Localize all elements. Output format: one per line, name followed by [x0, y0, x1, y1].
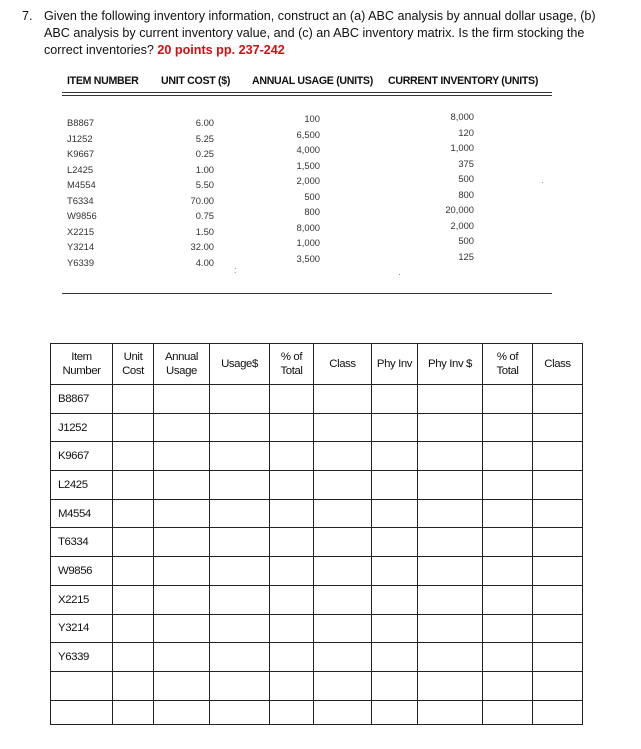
answer-cell[interactable]	[113, 700, 154, 724]
inv-usage: 2,000	[296, 175, 320, 186]
col-class-2	[533, 344, 583, 385]
answer-cell[interactable]	[113, 614, 154, 643]
inv-cost: 32.00	[190, 241, 214, 252]
inv-current: 2,000	[450, 219, 474, 231]
answer-cell[interactable]	[533, 671, 583, 700]
inv-current: 800	[458, 188, 474, 200]
answer-cell[interactable]	[314, 585, 372, 614]
header-item-number: ITEM NUMBER	[67, 75, 139, 87]
worksheet-body	[51, 385, 583, 725]
answer-cell[interactable]	[154, 671, 210, 700]
answer-cell[interactable]	[51, 700, 113, 724]
question-number: 7.	[22, 9, 33, 23]
worksheet-blank-row	[51, 671, 583, 700]
inv-item: Y6339	[67, 256, 95, 268]
answer-cell[interactable]	[270, 442, 314, 471]
scan-speck: :	[234, 265, 237, 275]
question-points: 20 points pp. 237-242	[157, 43, 285, 57]
item-number-cell: J1252	[51, 413, 113, 442]
answer-cell[interactable]	[154, 442, 210, 471]
answer-cell[interactable]	[533, 499, 583, 528]
answer-cell[interactable]	[533, 700, 583, 724]
answer-cell[interactable]	[533, 643, 583, 672]
inv-item: J1252	[67, 132, 93, 144]
inv-item: Y3214	[67, 241, 95, 252]
answer-cell[interactable]	[418, 413, 483, 442]
col-phy-inv-dollars	[418, 344, 483, 385]
answer-cell[interactable]	[372, 643, 418, 672]
question-text	[44, 8, 622, 59]
header-line: Usage$	[221, 358, 258, 370]
inv-usage: 100	[304, 113, 320, 124]
col-usage-dollars	[210, 344, 270, 385]
answer-cell[interactable]	[372, 385, 418, 414]
inv-usage: 1,000	[296, 237, 320, 248]
answer-cell[interactable]	[533, 585, 583, 614]
header-annual-usage: ANNUAL USAGE (UNITS)	[252, 75, 373, 87]
col-unit-cost	[113, 344, 154, 385]
worksheet-row	[51, 557, 583, 586]
answer-cell[interactable]	[210, 557, 270, 586]
col-pct-total-2	[483, 344, 533, 385]
answer-cell[interactable]	[314, 528, 372, 557]
header-line: Unit	[123, 351, 143, 363]
answer-cell[interactable]	[418, 671, 483, 700]
inv-current: 1,000	[450, 142, 474, 153]
answer-cell[interactable]	[372, 442, 418, 471]
answer-cell[interactable]	[210, 700, 270, 724]
col-pct-total	[270, 344, 314, 385]
item-number-cell: Y6339	[51, 643, 113, 672]
answer-cell[interactable]	[483, 614, 533, 643]
col-class	[314, 344, 372, 385]
answer-cell[interactable]	[418, 700, 483, 724]
header-current-inventory: CURRENT INVENTORY (UNITS)	[388, 75, 539, 87]
answer-cell[interactable]	[533, 471, 583, 500]
inv-cost: 6.00	[195, 117, 214, 128]
answer-cell[interactable]	[372, 413, 418, 442]
answer-cell[interactable]	[154, 557, 210, 586]
answer-cell[interactable]	[314, 499, 372, 528]
answer-cell[interactable]	[210, 442, 270, 471]
answer-cell[interactable]	[533, 614, 583, 643]
item-number-cell: B8867	[51, 385, 113, 414]
answer-cell[interactable]	[113, 671, 154, 700]
answer-cell[interactable]	[483, 585, 533, 614]
answer-cell[interactable]	[483, 413, 533, 442]
worksheet-row	[51, 499, 583, 528]
answer-cell[interactable]	[533, 528, 583, 557]
inv-current: 120	[458, 126, 474, 138]
item-number-cell: L2425	[51, 471, 113, 500]
worksheet-row	[51, 643, 583, 672]
answer-cell[interactable]	[113, 557, 154, 586]
answer-cell[interactable]	[314, 471, 372, 500]
answer-cell[interactable]	[314, 643, 372, 672]
answer-cell[interactable]	[372, 585, 418, 614]
answer-cell[interactable]	[372, 499, 418, 528]
worksheet-row	[51, 528, 583, 557]
worksheet-row	[51, 413, 583, 442]
answer-cell[interactable]	[483, 499, 533, 528]
answer-cell[interactable]	[113, 413, 154, 442]
answer-cell[interactable]	[533, 413, 583, 442]
inv-item: X2215	[67, 225, 95, 237]
inv-usage: 6,500	[296, 128, 320, 140]
worksheet-row	[51, 385, 583, 414]
header-line: Item	[71, 351, 92, 363]
inv-cost: 0.75	[195, 210, 214, 221]
inv-usage: 3,500	[296, 252, 320, 264]
header-line: Annual	[164, 351, 199, 363]
item-number-cell: K9667	[51, 442, 113, 471]
inv-current: 20,000	[445, 204, 474, 215]
answer-cell[interactable]	[210, 471, 270, 500]
answer-cell[interactable]	[483, 643, 533, 672]
annual-usage-column	[280, 111, 320, 266]
answer-cell[interactable]	[314, 385, 372, 414]
answer-cell[interactable]	[270, 499, 314, 528]
answer-cell[interactable]	[154, 585, 210, 614]
answer-cell[interactable]	[314, 700, 372, 724]
answer-cell[interactable]	[113, 385, 154, 414]
header-line: Class	[544, 358, 571, 370]
answer-cell[interactable]	[154, 700, 210, 724]
inv-usage: 800	[304, 206, 320, 217]
worksheet-header-row	[51, 344, 583, 385]
header-line: Total	[496, 365, 519, 377]
worksheet-row	[51, 442, 583, 471]
answer-cell[interactable]	[483, 671, 533, 700]
answer-cell[interactable]	[483, 700, 533, 724]
inv-item: B8867	[67, 117, 95, 128]
inv-usage: 8,000	[296, 221, 320, 233]
answer-cell[interactable]	[270, 385, 314, 414]
answer-cell[interactable]	[51, 671, 113, 700]
header-line: Phy Inv $	[428, 358, 472, 370]
answer-cell[interactable]	[270, 700, 314, 724]
answer-cell[interactable]	[113, 442, 154, 471]
answer-cell[interactable]	[483, 442, 533, 471]
answer-cell[interactable]	[314, 614, 372, 643]
answer-cell[interactable]	[210, 643, 270, 672]
answer-cell[interactable]	[533, 385, 583, 414]
answer-cell[interactable]	[372, 671, 418, 700]
answer-cell[interactable]	[113, 499, 154, 528]
inv-cost: 1.00	[195, 163, 214, 175]
worksheet-total-row	[51, 700, 583, 724]
answer-cell[interactable]	[372, 528, 418, 557]
header-line: Usage	[166, 365, 197, 377]
col-annual-usage	[154, 344, 210, 385]
question-body: Given the following inventory information, construct an (a) ABC analysis by annual dollar usage, (b) ABC analysis by current inventory value, and (c) an ABC inventory matrix. Is the firm stocking the correct inventories?	[44, 9, 596, 57]
header-rule-top	[62, 92, 552, 93]
header-line: % of	[280, 351, 303, 363]
answer-cell[interactable]	[270, 614, 314, 643]
answer-cell[interactable]	[314, 671, 372, 700]
inv-cost: 4.00	[195, 256, 214, 268]
inv-item: T6334	[67, 194, 94, 206]
header-unit-cost: UNIT COST ($)	[161, 75, 231, 87]
item-number-cell: Y3214	[51, 614, 113, 643]
answer-cell[interactable]	[154, 471, 210, 500]
answer-cell[interactable]	[314, 413, 372, 442]
inv-item: M4554	[67, 179, 96, 190]
answer-cell[interactable]	[418, 557, 483, 586]
inv-current: 500	[458, 235, 474, 246]
scan-speck: ·	[541, 177, 544, 187]
answer-cell[interactable]	[418, 528, 483, 557]
answer-cell[interactable]	[154, 528, 210, 557]
answer-cell[interactable]	[154, 413, 210, 442]
answer-cell[interactable]	[418, 385, 483, 414]
header-line: Total	[280, 365, 303, 377]
answer-cell[interactable]	[418, 471, 483, 500]
answer-cell[interactable]	[270, 671, 314, 700]
answer-cell[interactable]	[418, 499, 483, 528]
answer-cell[interactable]	[210, 671, 270, 700]
inv-cost: 0.25	[195, 148, 214, 159]
inventory-table	[62, 73, 552, 295]
table-bottom-rule	[62, 293, 552, 294]
answer-cell[interactable]	[270, 528, 314, 557]
answer-cell[interactable]	[210, 614, 270, 643]
inv-item: K9667	[67, 148, 95, 159]
inv-current: 125	[458, 250, 474, 262]
answer-cell[interactable]	[372, 614, 418, 643]
answer-cell[interactable]	[372, 700, 418, 724]
answer-cell[interactable]	[314, 442, 372, 471]
header-line: Class	[329, 358, 356, 370]
col-phy-inv	[372, 344, 418, 385]
answer-cell[interactable]	[418, 614, 483, 643]
answer-cell[interactable]	[210, 499, 270, 528]
answer-cell[interactable]	[113, 643, 154, 672]
item-number-cell: X2215	[51, 585, 113, 614]
worksheet-row	[51, 471, 583, 500]
item-number-cell: T6334	[51, 528, 113, 557]
answer-cell[interactable]	[483, 528, 533, 557]
answer-cell[interactable]	[483, 385, 533, 414]
answer-cell[interactable]	[210, 385, 270, 414]
answer-cell[interactable]	[483, 557, 533, 586]
answer-cell[interactable]	[533, 442, 583, 471]
answer-cell[interactable]	[154, 643, 210, 672]
inv-cost: 70.00	[190, 194, 214, 206]
answer-cell[interactable]	[154, 499, 210, 528]
answer-cell[interactable]	[418, 585, 483, 614]
item-number-cell: W9856	[51, 557, 113, 586]
answer-cell[interactable]	[113, 585, 154, 614]
answer-cell[interactable]	[113, 528, 154, 557]
inv-current: 8,000	[450, 111, 474, 122]
inv-current: 375	[458, 157, 474, 169]
answer-cell[interactable]	[372, 471, 418, 500]
inv-usage: 4,000	[296, 144, 320, 155]
answer-cell[interactable]	[210, 413, 270, 442]
header-line: Number	[62, 365, 101, 377]
inv-cost: 1.50	[195, 225, 214, 237]
current-inventory-column	[434, 109, 474, 264]
answer-cell[interactable]	[418, 643, 483, 672]
header-rule-bottom	[62, 95, 552, 96]
inv-usage: 1,500	[296, 159, 320, 171]
answer-cell[interactable]	[314, 557, 372, 586]
scan-speck: ·	[398, 269, 401, 279]
answer-cell[interactable]	[270, 585, 314, 614]
answer-cell[interactable]	[418, 442, 483, 471]
answer-cell[interactable]	[483, 471, 533, 500]
inv-cost: 5.25	[195, 132, 214, 144]
inv-item: W9856	[67, 210, 97, 221]
item-number-column	[67, 115, 97, 270]
answer-cell[interactable]	[270, 643, 314, 672]
inv-usage: 500	[304, 190, 320, 202]
answer-cell[interactable]	[154, 385, 210, 414]
inv-item: L2425	[67, 163, 94, 175]
answer-cell[interactable]	[270, 557, 314, 586]
answer-cell[interactable]	[113, 471, 154, 500]
header-line: % of	[496, 351, 519, 363]
item-number-cell: M4554	[51, 499, 113, 528]
answer-cell[interactable]	[372, 557, 418, 586]
inv-cost: 5.50	[195, 179, 214, 190]
worksheet-row	[51, 614, 583, 643]
col-item-number	[51, 344, 113, 385]
answer-cell[interactable]	[210, 528, 270, 557]
header-line: Phy Inv	[376, 358, 413, 370]
worksheet-table	[50, 343, 583, 725]
answer-cell[interactable]	[533, 557, 583, 586]
answer-cell[interactable]	[270, 413, 314, 442]
question	[22, 8, 622, 59]
answer-cell[interactable]	[270, 471, 314, 500]
header-line: Cost	[122, 365, 144, 377]
worksheet-row	[51, 585, 583, 614]
answer-cell[interactable]	[210, 585, 270, 614]
answer-cell[interactable]	[154, 614, 210, 643]
unit-cost-column	[174, 115, 214, 270]
inv-current: 500	[458, 173, 474, 184]
